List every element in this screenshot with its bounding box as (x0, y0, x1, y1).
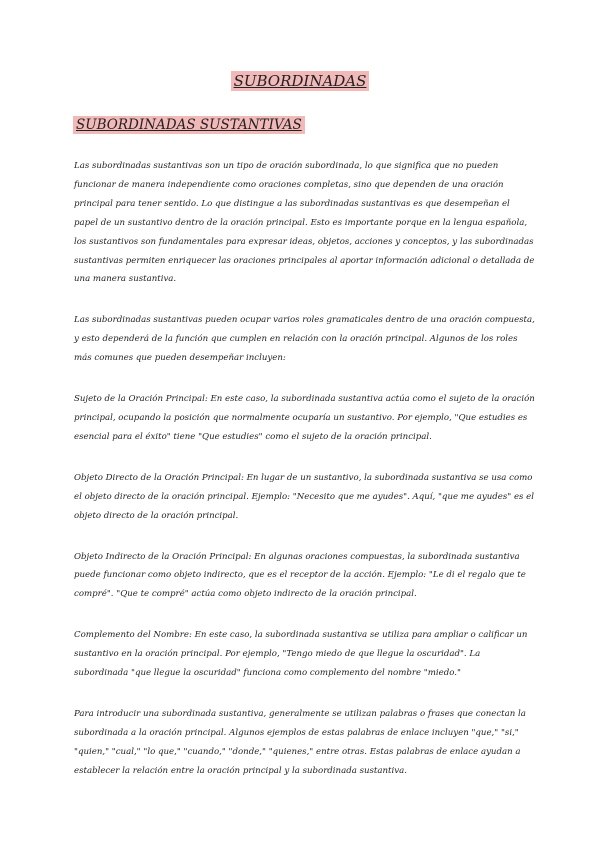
page-title-text: SUBORDINADAS (231, 71, 370, 91)
paragraph: Para introducir una subordinada sustantiva, generalmente se utilizan palabras o frases que conectan la subordinada a la oración principal. Algunos ejemplos de estas palabras de enlace incluyen "que," "si," "quien," "cual," "lo que," "cuando," "donde," "quienes," entre otras. Estas palabras de enlace ayudan a establecer la relación entre la oración principal y la subordinada sustantiva. (74, 708, 526, 776)
paragraph: Objeto Directo de la Oración Principal: En lugar de un sustantivo, la subordinada sustantiva se usa como el objeto directo de la oración principal. Ejemplo: "Necesito que me ayudes". Aquí, "que me ayudes" es el objeto directo de la oración principal. (74, 472, 535, 521)
section-heading-text: SUBORDINADAS SUSTANTIVAS (73, 116, 305, 134)
section-heading (73, 117, 305, 133)
paragraph: Sujeto de la Oración Principal: En este caso, la subordinada sustantiva actúa como el sujeto de la oración principal, ocupando la posición que normalmente ocuparía un sustantivo. Por ejemplo, "Que estudies es esencial para el éxito" tiene "Que estudies" como el sujeto de la oración principal. (74, 394, 535, 442)
paragraph: Las subordinadas sustantivas pueden ocupar varios roles gramaticales dentro de una oración compuesta, y esto dependerá de la función que cumplen en relación con la oración principal. Algunos de los roles más comunes que pueden desempeñar incluyen: (74, 315, 535, 364)
body-text (74, 157, 536, 803)
paragraph: Complemento del Nombre: En este caso, la subordinada sustantiva se utiliza para ampliar o calificar un sustantivo en la oración principal. Por ejemplo, "Tengo miedo de que llegue la oscuridad". La subordinada "que llegue la oscuridad" funciona como complemento del nombre "miedo." (74, 630, 528, 679)
paragraph: Las subordinadas sustantivas son un tipo de oración subordinada, lo que significa que no pueden funcionar de manera independiente como oraciones completas, sino que dependen de una oración principal para tener sentido. Lo que distingue a las subordinadas sustantivas es que desempeñan el papel de un sustantivo dentro de la oración principal. Esto es importante porque en la lengua española, los sustantivos son fundamentales para expresar ideas, objetos, acciones y conceptos, y las subordinadas sustantivas permiten enriquecer las oraciones principales al aportar información adicional o detallada de una manera sustantiva. (74, 161, 535, 285)
paragraph: Objeto Indirecto de la Oración Principal: En algunas oraciones compuestas, la subordinada sustantiva puede funcionar como objeto indirecto, que es el receptor de la acción. Ejemplo: "Le di el regalo que te compré". "Que te compré" actúa como objeto indirecto de la oración principal. (74, 551, 526, 600)
page-title (0, 72, 600, 90)
